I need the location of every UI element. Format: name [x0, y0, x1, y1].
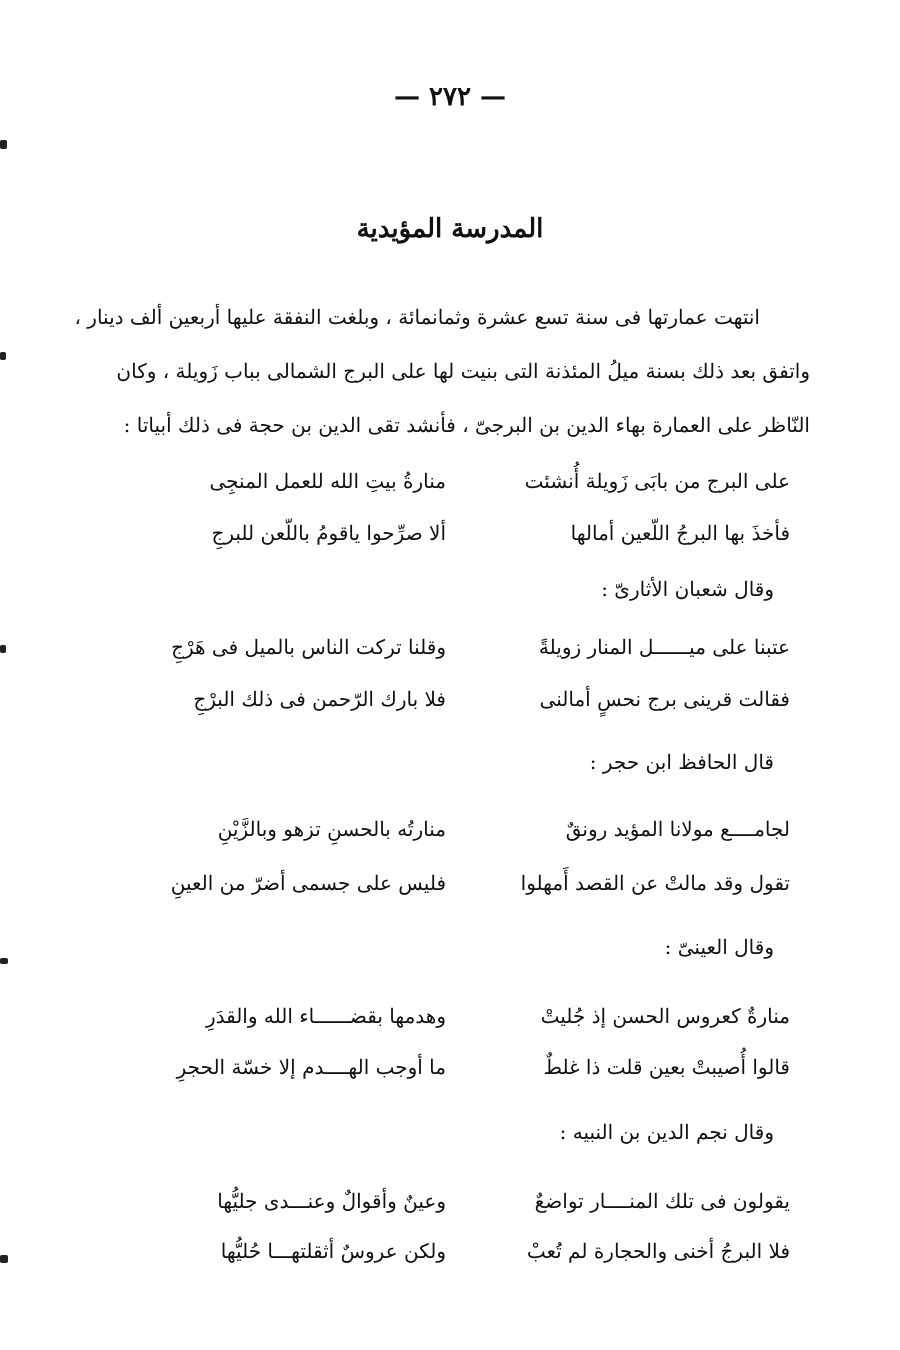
paragraph-line: واتفق بعد ذلك بسنة ميلُ المئذنة التى بنيت لها على البرج الشمالى بباب زَويلة ، وكان: [116, 359, 810, 383]
verse-first-hemistich: قالوا أُصيبتْ بعين قلت ذا غلطٌ: [543, 1055, 790, 1079]
verse-line: [110, 1044, 790, 1090]
verse-second-hemistich: ألا صرِّحوا ياقومُ باللّعن للبرجِ: [211, 521, 446, 545]
verse-first-hemistich: عتبنا على ميــــــل المنار زويلةً: [538, 635, 790, 659]
verse-second-hemistich: منارتُه بالحسنِ تزهو وبالزَّيْنِ: [217, 817, 446, 841]
verse-second-hemistich: ما أوجب الهــــدم إلا خسّة الحجرِ: [176, 1055, 446, 1079]
verse-line: [110, 806, 790, 852]
section-title: المدرسة المؤيدية: [356, 214, 544, 244]
margin-mark: [0, 140, 7, 149]
verse-line: [110, 458, 790, 504]
verse-first-hemistich: على البرج من بابَى زَويلة أُنشئت: [524, 469, 790, 493]
verse-line: [110, 860, 790, 906]
verse-first-hemistich: فلا البرجُ أخنى والحجارة لم تُعبْ: [526, 1239, 790, 1263]
verse-first-hemistich: فقالت قرينى برج نحسٍ أمالنى: [539, 687, 790, 711]
poem-intro: وقال نجم الدين بن النبيه :: [559, 1120, 774, 1144]
verse-first-hemistich: تقول وقد مالتْ عن القصد أَمهلوا: [520, 871, 790, 895]
verse-second-hemistich: فلا بارك الرّحمن فى ذلك البرْجِ: [193, 687, 446, 711]
verse-line: [110, 1228, 790, 1274]
verse-line: [110, 510, 790, 556]
verse-second-hemistich: وقلنا تركت الناس بالميل فى هَرْجِ: [171, 635, 446, 659]
verse-first-hemistich: يقولون فى تلك المنــــار تواضعٌ: [534, 1189, 790, 1213]
margin-mark: [0, 645, 6, 653]
verse-second-hemistich: منارةُ بيتِ الله للعمل المنجِى: [209, 469, 446, 493]
verse-first-hemistich: منارةٌ كعروس الحسن إذ جُليتْ: [540, 1004, 790, 1028]
verse-line: [110, 1178, 790, 1224]
verse-first-hemistich: فأخذَ بها البرجُ اللّعين أمالها: [570, 521, 790, 545]
margin-mark: [0, 958, 8, 964]
poem-intro: وقال العينىّ :: [664, 935, 774, 959]
page-number: — ٢٧٢ —: [393, 82, 507, 112]
body-paragraph: [74, 290, 810, 452]
verse-second-hemistich: ولكن عروسٌ أثقلتهـــا حُليُّها: [220, 1239, 446, 1263]
paragraph-line: النّاظر على العمارة بهاء الدين بن البرجىّ ، فأنشد تقى الدين بن حجة فى ذلك أبياتا :: [123, 413, 810, 437]
verse-line: [110, 676, 790, 722]
verse-second-hemistich: وهدمها بقضــــــاء الله والقدَرِ: [205, 1004, 446, 1028]
poem-intro: قال الحافظ ابن حجر :: [589, 750, 774, 774]
margin-mark: [0, 1255, 8, 1263]
margin-mark: [0, 352, 6, 360]
verse-first-hemistich: لجامــــع مولانا المؤيد رونقٌ: [565, 817, 790, 841]
paragraph-line: انتهت عمارتها فى سنة تسع عشرة وثمانمائة ، وبلغت النفقة عليها أربعين ألف دينار ،: [74, 305, 760, 329]
poem-intro: وقال شعبان الأثارىّ :: [601, 577, 774, 601]
verse-line: [110, 624, 790, 670]
verse-second-hemistich: وعينٌ وأقوالٌ وعنـــدى جليُّها: [217, 1189, 446, 1213]
verse-line: [110, 993, 790, 1039]
verse-second-hemistich: فليس على جسمى أضرّ من العينِ: [170, 871, 446, 895]
